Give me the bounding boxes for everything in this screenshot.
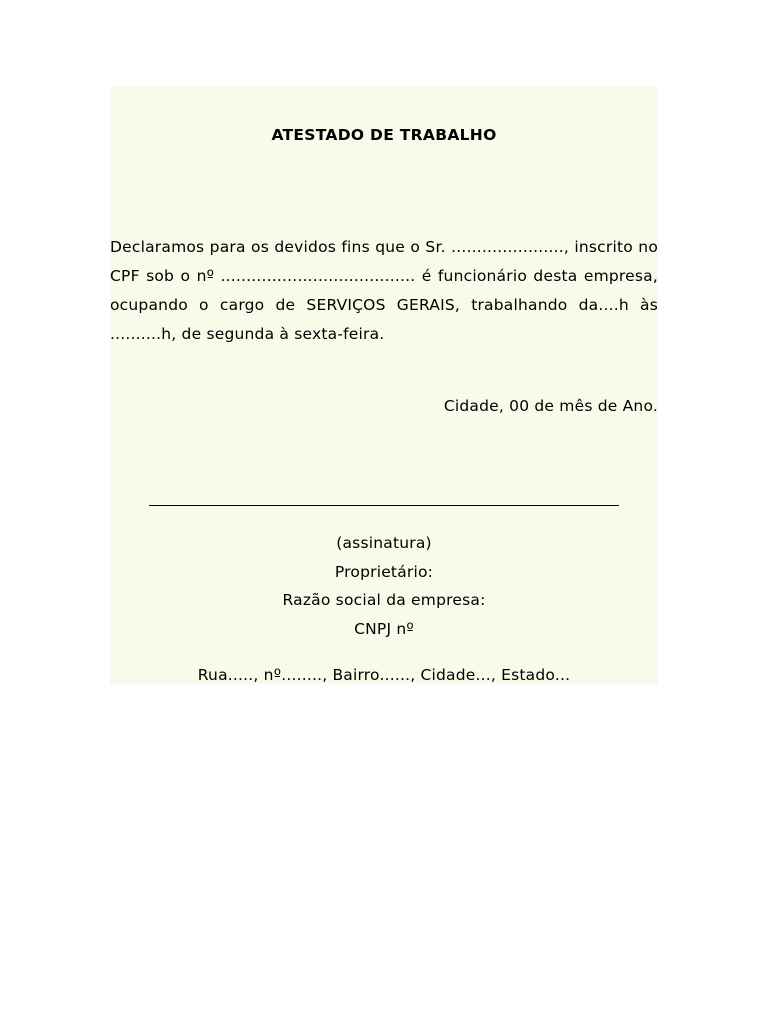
address-line: Rua....., nº........, Bairro......, Cidade..., Estado...: [197, 666, 571, 684]
signature-label: (assinatura): [336, 534, 432, 552]
cnpj-label: CNPJ nº: [354, 620, 414, 638]
date-line: Cidade, 00 de mês de Ano.: [443, 397, 658, 415]
owner-label: Proprietário:: [334, 563, 434, 581]
signature-line: [149, 505, 619, 506]
document-title: ATESTADO DE TRABALHO: [271, 126, 497, 144]
declaration-paragraph: Declaramos para os devidos fins que o Sr. ......................, inscrito no CPF sob o nº ...................................... é funcionário desta empresa, ocupando o cargo de SERVIÇOS GERAIS, trabalhando da....h às ..........h, de segunda à sexta-feira.: [110, 238, 658, 343]
document-page: [110, 87, 658, 684]
company-name-label: Razão social da empresa:: [282, 591, 486, 609]
